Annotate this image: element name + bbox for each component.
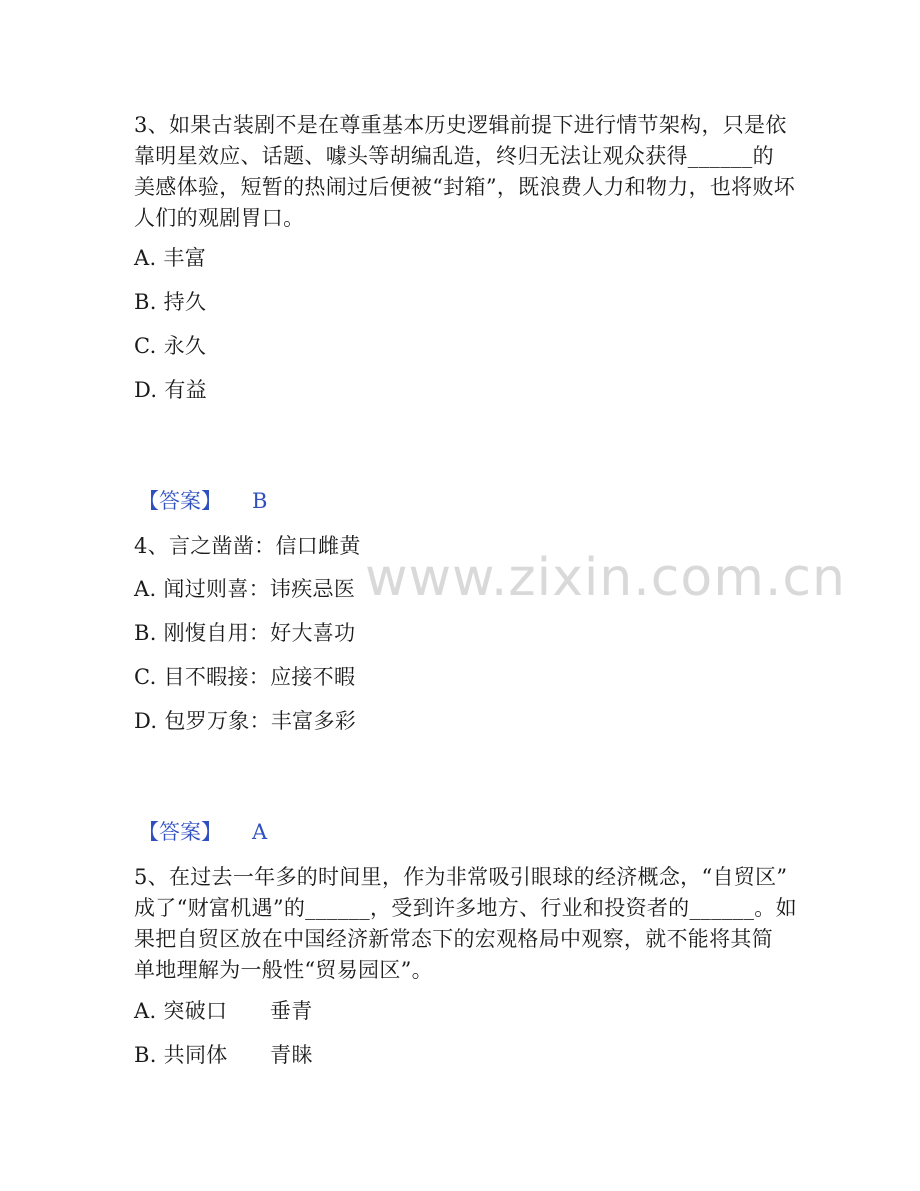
question-5-option-a: A. 突破口 垂青 xyxy=(134,999,313,1023)
question-4-line-1: 4、言之凿凿：信口雌黄 xyxy=(134,534,361,558)
question-5-line-1: 5、在过去一年多的时间里，作为非常吸引眼球的经济概念，“自贸区” xyxy=(134,865,788,889)
question-3-answer xyxy=(138,486,267,516)
question-5-line-3: 果把自贸区放在中国经济新常态下的宏观格局中观察，就不能将其简 xyxy=(134,927,773,951)
question-3-option-b: B. 持久 xyxy=(134,290,207,314)
question-3-option-a: A. 丰富 xyxy=(134,246,207,270)
question-3-line-2: 靠明星效应、话题、噱头等胡编乱造，终归无法让观众获得______的 xyxy=(134,144,774,168)
question-3-line-4: 人们的观剧胃口。 xyxy=(134,206,305,230)
question-3-option-d: D. 有益 xyxy=(134,378,207,402)
question-5-option-b: B. 共同体 青睐 xyxy=(134,1043,313,1067)
question-3-line-1: 3、如果古装剧不是在尊重基本历史逻辑前提下进行情节架构，只是依 xyxy=(134,113,787,137)
question-4-option-a: A. 闻过则喜：讳疾忌医 xyxy=(134,577,356,601)
question-3-line-3: 美感体验，短暂的热闹过后便被“封箱”，既浪费人力和物力，也将败坏 xyxy=(134,175,796,199)
question-3-option-c: C. 永久 xyxy=(134,334,207,358)
question-4-option-c: C. 目不暇接：应接不暇 xyxy=(134,665,356,689)
question-4-answer xyxy=(138,817,267,847)
question-5-line-4: 单地理解为一般性“贸易园区”。 xyxy=(134,958,433,982)
question-4-option-b: B. 刚愎自用：好大喜功 xyxy=(134,621,356,645)
answer-label: 【答案】 xyxy=(138,820,222,844)
answer-label: 【答案】 xyxy=(138,489,222,513)
question-4-option-d: D. 包罗万象：丰富多彩 xyxy=(134,709,357,733)
answer-value: A xyxy=(252,820,268,844)
watermark: www.zixin.com.cn xyxy=(365,548,846,608)
question-5-line-2: 成了“财富机遇”的______，受到许多地方、行业和投资者的______。如 xyxy=(134,896,797,920)
answer-value: B xyxy=(252,489,268,513)
